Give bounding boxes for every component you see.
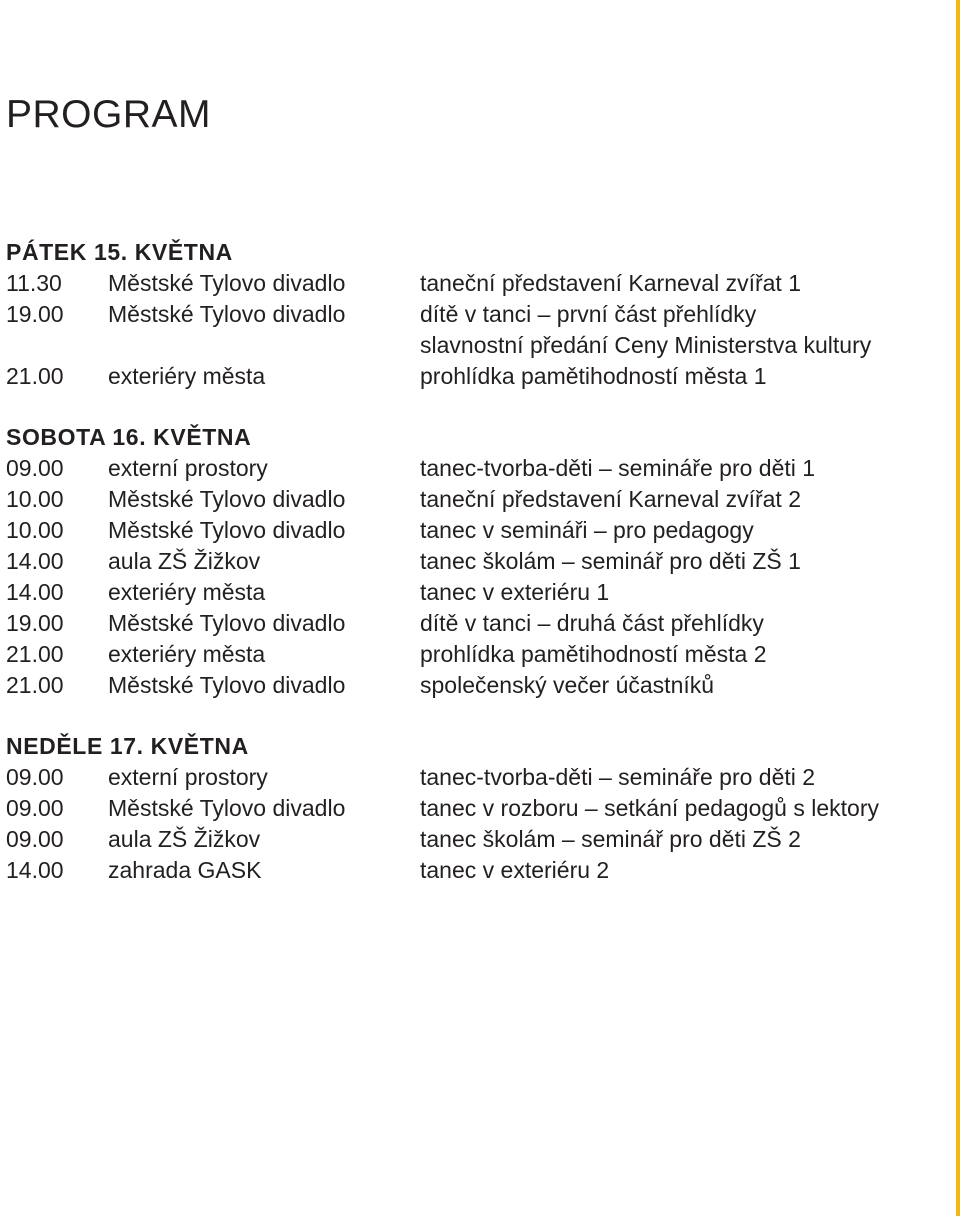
event-row xyxy=(6,762,936,793)
event-time: 09.00 xyxy=(6,795,64,821)
day-section xyxy=(6,731,936,886)
event-title: tanec-tvorba-děti – semináře pro děti 1 xyxy=(420,455,816,481)
event-venue: exteriéry města xyxy=(108,579,266,605)
event-row xyxy=(6,546,936,577)
event-time: 14.00 xyxy=(6,857,64,883)
event-titles xyxy=(420,793,936,824)
event-venue: aula ZŠ Žižkov xyxy=(108,548,261,574)
event-venue: Městské Tylovo divadlo xyxy=(108,486,346,512)
event-venue: Městské Tylovo divadlo xyxy=(108,795,346,821)
event-time: 10.00 xyxy=(6,517,64,543)
event-title: tanec v exteriéru 1 xyxy=(420,579,610,605)
event-venue: Městské Tylovo divadlo xyxy=(108,270,346,296)
event-time: 21.00 xyxy=(6,363,64,389)
event-row xyxy=(6,577,936,608)
event-row xyxy=(6,484,936,515)
event-venue: Městské Tylovo divadlo xyxy=(108,517,346,543)
event-titles xyxy=(420,361,936,392)
event-time: 09.00 xyxy=(6,764,64,790)
event-venue: aula ZŠ Žižkov xyxy=(108,826,261,852)
event-time: 21.00 xyxy=(6,641,64,667)
event-time: 19.00 xyxy=(6,610,64,636)
event-title: společenský večer účastníků xyxy=(420,672,715,698)
event-titles xyxy=(420,824,936,855)
event-time: 14.00 xyxy=(6,548,64,574)
event-time: 10.00 xyxy=(6,486,64,512)
event-time: 09.00 xyxy=(6,826,64,852)
event-title: taneční představení Karneval zvířat 2 xyxy=(420,486,801,512)
event-titles xyxy=(420,670,936,701)
event-venue: exteriéry města xyxy=(108,641,266,667)
event-titles xyxy=(420,515,936,546)
event-row xyxy=(6,639,936,670)
event-title: tanec v exteriéru 2 xyxy=(420,857,610,883)
event-row xyxy=(6,299,936,361)
event-venue: exteriéry města xyxy=(108,363,266,389)
event-title: taneční představení Karneval zvířat 1 xyxy=(420,270,801,296)
page-title: PROGRAM xyxy=(6,93,212,136)
event-venue: externí prostory xyxy=(108,455,268,481)
event-titles xyxy=(420,546,936,577)
event-titles xyxy=(420,855,936,886)
event-row xyxy=(6,670,936,701)
event-row xyxy=(6,361,936,392)
event-title: tanec v rozboru – setkání pedagogů s lektory xyxy=(420,795,880,821)
event-titles xyxy=(420,639,936,670)
event-row xyxy=(6,515,936,546)
day-section xyxy=(6,422,936,701)
event-time: 21.00 xyxy=(6,672,64,698)
event-venue: Městské Tylovo divadlo xyxy=(108,672,346,698)
day-section xyxy=(6,237,936,392)
event-venue: Městské Tylovo divadlo xyxy=(108,301,346,327)
event-row xyxy=(6,793,936,824)
event-row xyxy=(6,824,936,855)
event-titles xyxy=(420,299,936,361)
program-schedule xyxy=(6,237,936,916)
event-titles xyxy=(420,762,936,793)
event-title: prohlídka pamětihodností města 2 xyxy=(420,641,767,667)
day-heading: SOBOTA 16. KVĚTNA xyxy=(6,424,252,450)
event-titles xyxy=(420,268,936,299)
event-row xyxy=(6,453,936,484)
event-title: tanec školám – seminář pro děti ZŠ 1 xyxy=(420,548,801,574)
event-titles xyxy=(420,453,936,484)
event-row xyxy=(6,855,936,886)
event-title: slavnostní předání Ceny Ministerstva kultury xyxy=(420,332,872,358)
page-edge-accent-rule xyxy=(956,0,960,1216)
event-title: dítě v tanci – druhá část přehlídky xyxy=(420,610,764,636)
event-venue: zahrada GASK xyxy=(108,857,262,883)
event-row xyxy=(6,608,936,639)
event-title: tanec v semináři – pro pedagogy xyxy=(420,517,754,543)
event-venue: externí prostory xyxy=(108,764,268,790)
event-time: 11.30 xyxy=(6,270,62,296)
day-heading: PÁTEK 15. KVĚTNA xyxy=(6,239,233,265)
event-time: 09.00 xyxy=(6,455,64,481)
event-venue: Městské Tylovo divadlo xyxy=(108,610,346,636)
event-titles xyxy=(420,608,936,639)
event-titles xyxy=(420,577,936,608)
event-time: 19.00 xyxy=(6,301,64,327)
event-title: tanec-tvorba-děti – semináře pro děti 2 xyxy=(420,764,816,790)
event-title: tanec školám – seminář pro děti ZŠ 2 xyxy=(420,826,801,852)
event-title: dítě v tanci – první část přehlídky xyxy=(420,301,757,327)
event-row xyxy=(6,268,936,299)
event-title: prohlídka pamětihodností města 1 xyxy=(420,363,767,389)
day-heading: NEDĚLE 17. KVĚTNA xyxy=(6,733,249,759)
event-time: 14.00 xyxy=(6,579,64,605)
event-titles xyxy=(420,484,936,515)
